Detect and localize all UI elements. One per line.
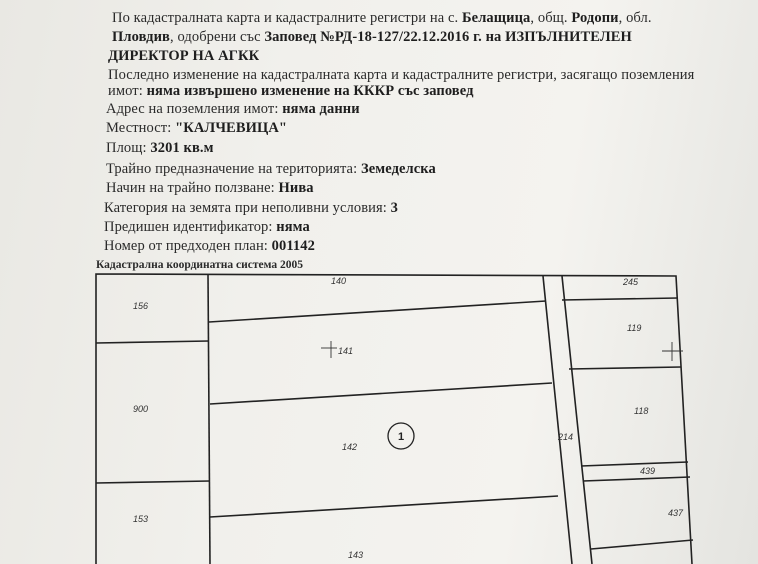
category-value: 3 [390,200,399,216]
map-frame [96,274,692,564]
subject-parcel-marker [388,423,414,449]
boundary-line [581,462,688,466]
field-label: Трайно предназначение на територията: [106,161,361,177]
parcel-boundaries [96,274,693,564]
village-name: Белащица [461,10,531,26]
parcel-label-439: 439 [640,466,656,476]
parcel-label-119: 119 [627,323,642,333]
boundary-line [208,274,210,564]
parcel-label-141: 141 [338,346,354,356]
field-label: Адрес на поземления имот: [106,101,283,117]
field-label: имот: [108,83,147,99]
boundary-line [209,301,546,322]
marker-number: 1 [397,431,405,443]
parcel-label-245: 245 [623,277,639,287]
header-text: По кадастралната карта и кадастралните регистри на с. [112,10,462,26]
prev-id-value: няма [276,219,310,235]
header-text: , общ. [530,10,572,26]
parcel-label-118: 118 [634,406,649,416]
header-text: , одобрени със [170,29,265,45]
field-label: Номер от предходен план: [104,238,272,254]
use-value: Нива [278,180,314,196]
parcel-label-437: 437 [668,508,684,518]
order-reference: Заповед №РД-18-127/22.12.2016 г. на ИЗПЪЛНИТЕЛЕН [264,29,632,45]
boundary-line [210,383,552,404]
parcel-label-153: 153 [133,514,149,524]
boundary-line [583,477,690,481]
area-value: 3201 кв.м [150,140,214,156]
authority-title: ДИРЕКТОР НА АГКК [108,48,260,64]
boundary-line [96,481,210,483]
address-value: няма данни [282,101,360,117]
field-label: Категория на земята при неполивни условия: [104,200,391,216]
parcel-label-140: 140 [331,276,347,286]
boundary-line [96,341,209,343]
field-label: Последно изменение на кадастралната карта и кадастралните регистри, засягащо поземления [108,67,695,83]
boundary-line [562,298,678,300]
map-caption: Кадастрална координатна система 2005 [96,259,303,271]
road-line [543,276,572,564]
boundary-line [591,540,693,549]
boundary-line [569,367,681,369]
road-line [562,276,592,564]
parcel-label-900: 900 [133,404,149,414]
field-label: Местност: [106,120,176,136]
field-label: Площ: [106,140,151,156]
last-change-value: няма извършено изменение на КККР със заповед [146,83,474,99]
survey-crosshairs [321,341,683,361]
parcel-label-143: 143 [348,550,364,560]
purpose-value: Земеделска [360,161,436,177]
field-label: Начин на трайно ползване: [106,180,279,196]
parcel-label-156: 156 [133,301,149,311]
prev-plan-value: 001142 [271,238,315,254]
header-text: , обл. [618,10,652,26]
region-name: Пловдив [112,29,170,45]
field-label: Предишен идентификатор: [104,219,277,235]
parcel-label-142: 142 [342,442,358,452]
municipality-name: Родопи [571,10,619,26]
parcel-label-214: 214 [558,432,574,442]
boundary-line [210,496,558,517]
locality-value: "КАЛЧЕВИЦА" [175,120,288,136]
